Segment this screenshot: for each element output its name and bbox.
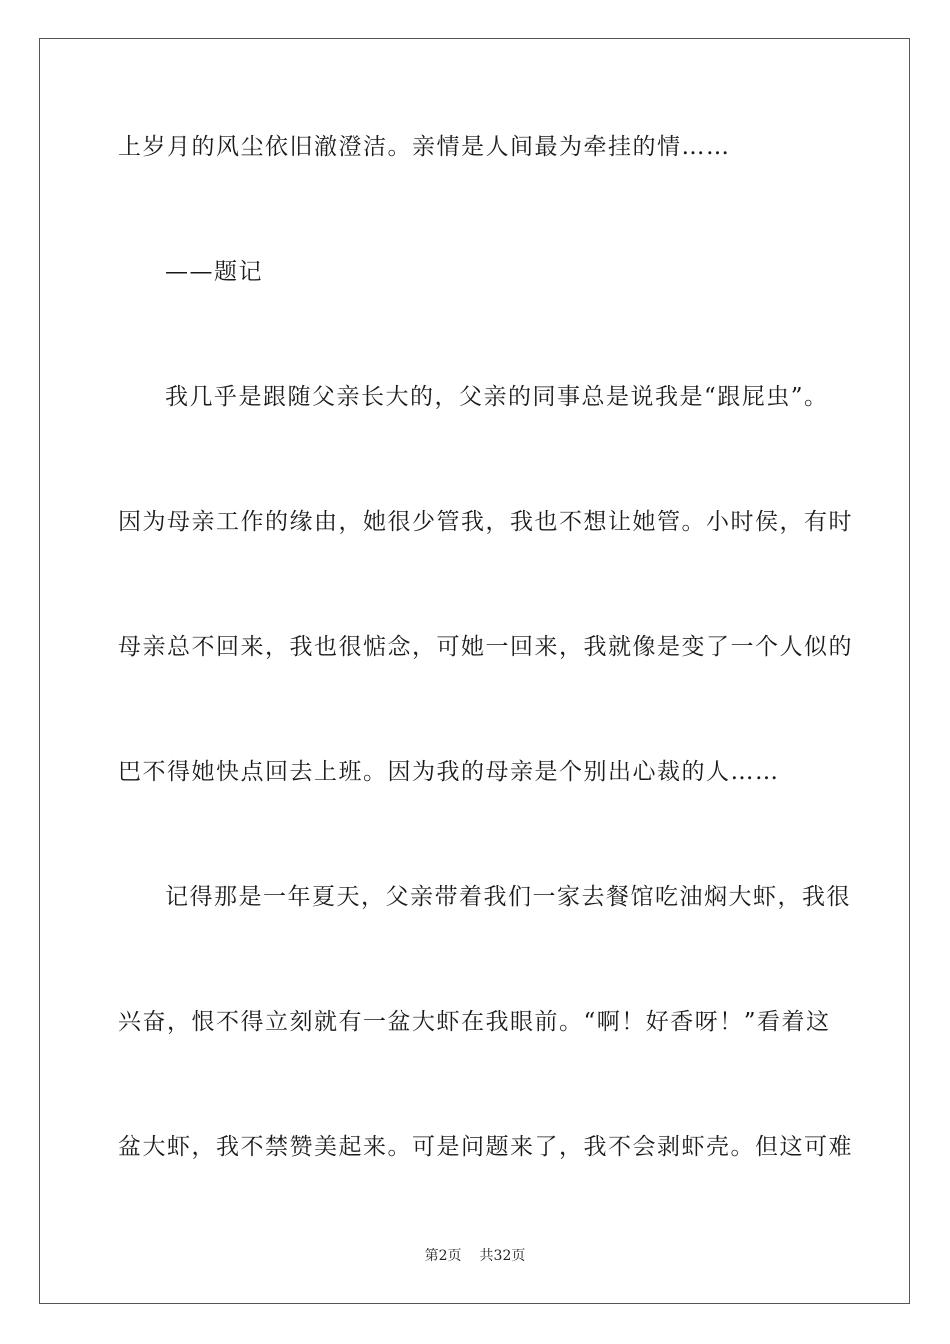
- page-footer: [0, 1246, 950, 1266]
- text-line-6: 巴不得她快点回去上班。因为我的母亲是个别出心裁的人……: [118, 759, 780, 785]
- text-line-9: 盆大虾，我不禁赞美起来。可是问题来了，我不会剥虾壳。但这可难: [118, 1134, 853, 1160]
- page-number-current: 第2页: [424, 1248, 462, 1264]
- text-line-8: 兴奋，恨不得立刻就有一盆大虾在我眼前。“啊！好香呀！”看着这: [118, 1009, 831, 1035]
- text-line-3: 我几乎是跟随父亲长大的，父亲的同事总是说我是“跟屁虫”。: [165, 384, 829, 410]
- text-line-7: 记得那是一年夏天，父亲带着我们一家去餐馆吃油焖大虾，我很: [165, 884, 851, 910]
- text-line-4: 因为母亲工作的缘由，她很少管我，我也不想让她管。小时侯，有时: [118, 509, 853, 535]
- page-number-total: 共32页: [479, 1248, 526, 1264]
- text-line-2: ——题记: [165, 259, 263, 285]
- text-line-5: 母亲总不回来，我也很惦念，可她一回来，我就像是变了一个人似的: [118, 634, 853, 660]
- text-line-1: 上岁月的风尘依旧澈澄洁。亲情是人间最为牵挂的情……: [118, 134, 731, 160]
- page-border: [39, 38, 910, 1304]
